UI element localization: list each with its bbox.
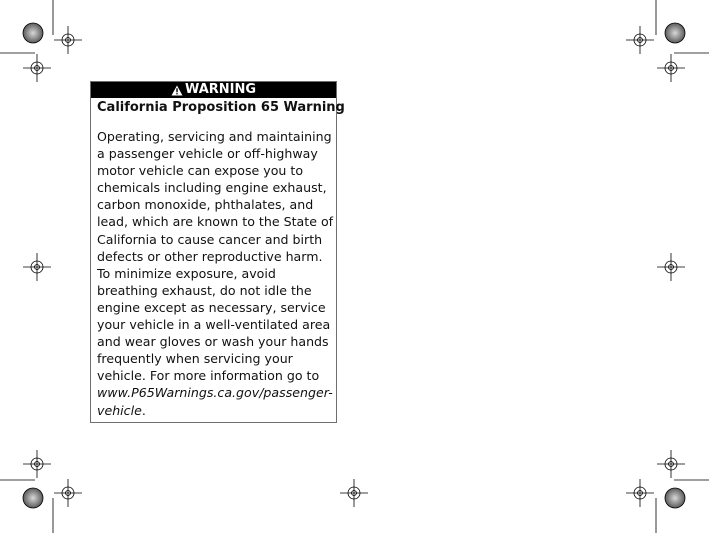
warning-body-line: chemicals including engine exhaust, (97, 180, 327, 196)
prop65-warning-box (90, 81, 345, 423)
warning-body-line: and wear gloves or wash your hands (97, 334, 329, 350)
warning-url-link[interactable]: www.P65Warnings.ca.gov/passenger- (97, 385, 333, 401)
warning-url-link-continued[interactable]: vehicle (97, 402, 142, 418)
warning-body-line: defects or other reproductive harm. (97, 248, 323, 264)
warning-body-line: vehicle. For more information go to (97, 368, 320, 384)
warning-url-period: . (141, 402, 146, 418)
warning-triangle-icon (171, 85, 183, 96)
warning-header-label: WARNING (184, 82, 257, 97)
warning-header (91, 82, 336, 98)
warning-url-line[interactable] (97, 402, 330, 419)
warning-body-line: breathing exhaust, do not idle the (97, 282, 312, 298)
warning-body-line: Operating, servicing and maintaining (97, 129, 332, 144)
warning-title: California Proposition 65 Warning (97, 100, 345, 115)
warning-url-line[interactable] (97, 384, 333, 401)
warning-body-line: lead, which are known to the State of (97, 214, 334, 230)
warning-body-line: frequently when servicing your (97, 351, 293, 367)
warning-body (91, 128, 336, 419)
warning-body-line: To minimize exposure, avoid (97, 265, 276, 281)
warning-body-line: a passenger vehicle or off-highway (97, 146, 318, 162)
warning-body-line: carbon monoxide, phthalates, and (97, 197, 314, 213)
warning-body-line: engine except as necessary, service (97, 299, 326, 315)
warning-body-line: California to cause cancer and birth (97, 231, 323, 247)
warning-body-line: your vehicle in a well-ventilated area (97, 317, 331, 333)
warning-body-line: motor vehicle can expose you to (97, 163, 304, 179)
